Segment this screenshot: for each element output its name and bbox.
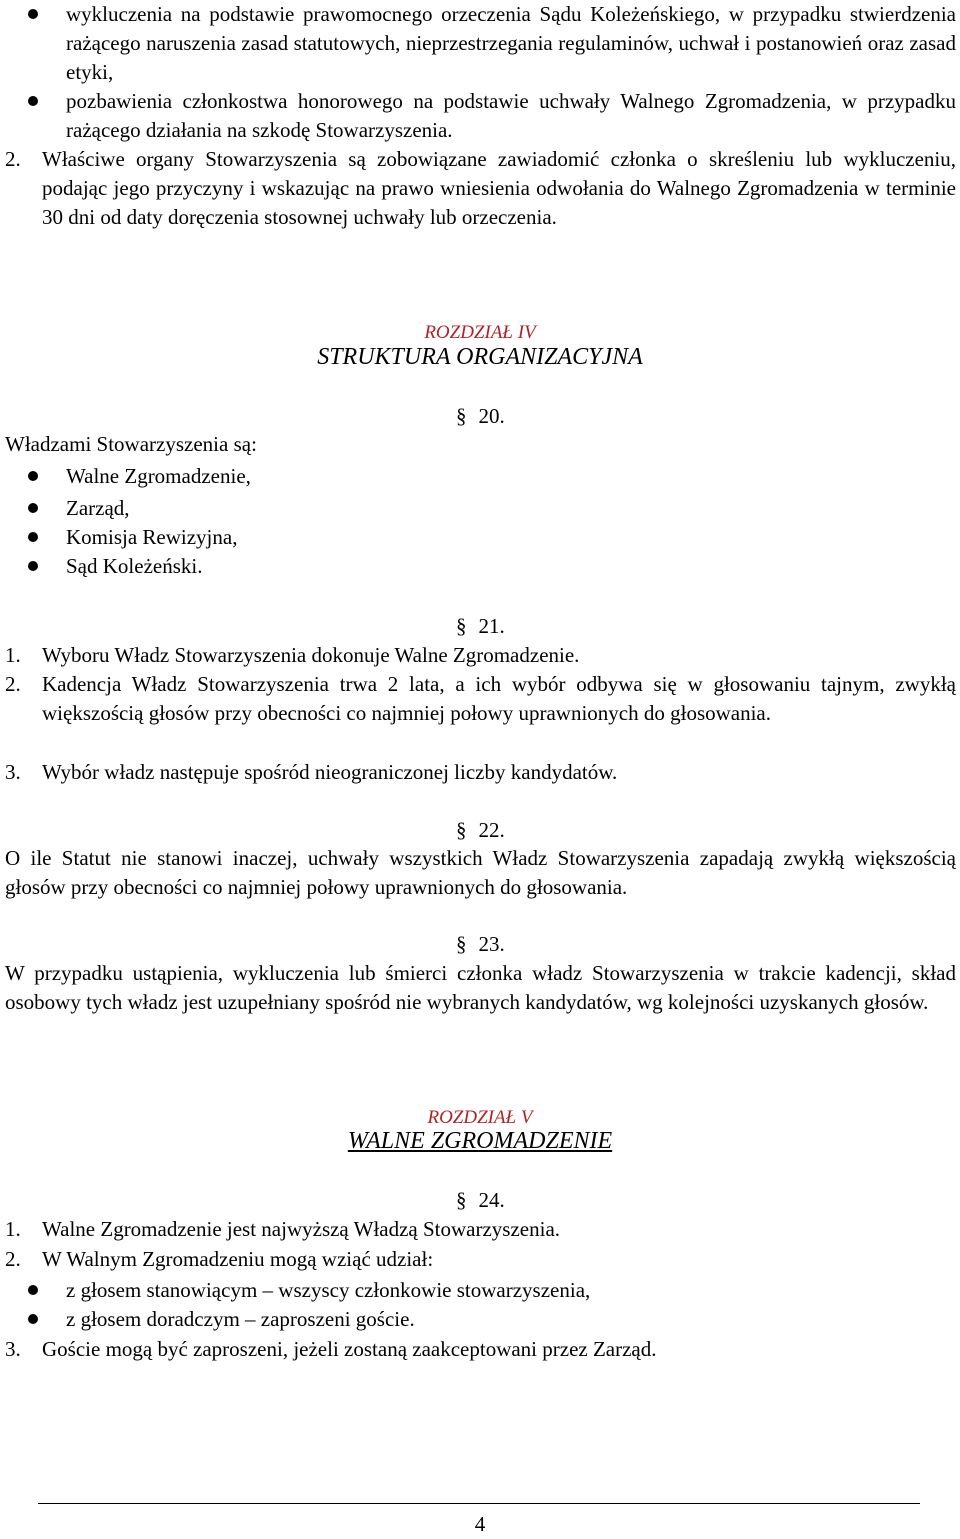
paragraph-number: 2. [5,147,21,171]
paragraph-text: Walne Zgromadzenie jest najwyższą Władzą Stowarzyszenia. [42,1217,561,1241]
section-heading [456,816,505,845]
chapter-title [0,1127,960,1156]
bullet-icon [28,1285,38,1295]
paragraph-number: 3. [5,1337,21,1361]
section-number: 21. [478,614,505,638]
paragraph-text: Wybór władz następuje spośród nieograniczonej liczby kandydatów. [42,760,618,784]
bullet-icon [28,1314,38,1324]
paragraph-text: W przypadku ustąpienia, wykluczenia lub śmierci członka władz Stowarzyszenia w trakcie kadencji, skład osobowy tych władz jest uzupełniany spośród nie wybranych kandydatów, wg kolejności uzyskanych głosów. [5,961,956,1014]
section-heading [456,930,505,959]
section-heading [456,402,505,431]
bullet-icon [28,9,38,19]
section-sign: § [456,404,467,428]
chapter-label: ROZDZIAŁ IV [424,322,536,343]
bullet-icon [28,96,38,106]
section-sign: § [456,818,467,842]
section-heading [456,1186,505,1215]
list-item-text: Sąd Koleżeński. [66,554,203,578]
section-sign: § [456,1188,467,1212]
chapter-title: STRUKTURA ORGANIZACYJNA [317,344,643,370]
section-sign: § [456,614,467,638]
list-item-text: wykluczenia na podstawie prawomocnego orzeczenia Sądu Koleżeńskiego, w przypadku stwierdzenia rażącego naruszenia zasad statutowych, nieprzestrzegania regulaminów, uchwał i postanowień oraz zasad etyki, [66,2,956,84]
chapter-title-text: WALNE ZGROMADZENIE [347,1128,613,1154]
paragraph-text: Właściwe organy Stowarzyszenia są zobowiązane zawiadomić członka o skreśleniu lub wykluczeniu, podając jego przyczyny i wskazując na prawo wniesienia odwołania do Walnego Zgromadzenia w terminie 30 dni od daty doręczenia stosownej uchwały lub orzeczenia. [42,147,956,229]
bullet-icon [28,471,38,481]
list-item-text: z głosem doradczym – zaproszeni goście. [66,1307,415,1331]
footer-divider [38,1503,920,1504]
section-heading [456,612,505,641]
paragraph-number: 1. [5,643,21,667]
section-number: 23. [478,932,505,956]
section-number: 22. [478,818,505,842]
paragraph-number: 2. [5,672,21,696]
bullet-icon [28,561,38,571]
list-item-text: z głosem stanowiącym – wszyscy członkowie stowarzyszenia, [66,1278,591,1302]
section-number: 20. [478,404,505,428]
paragraph-text: Goście mogą być zaproszeni, jeżeli zostaną zaakceptowani przez Zarząd. [42,1337,657,1361]
list-item-text: pozbawienia członkostwa honorowego na podstawie uchwały Walnego Zgromadzenia, w przypadku rażącego działania na szkodę Stowarzyszenia. [66,89,956,142]
bullet-icon [28,503,38,513]
paragraph-number: 1. [5,1217,21,1241]
paragraph-text: Kadencja Władz Stowarzyszenia trwa 2 lata, a ich wybór odbywa się w głosowaniu tajnym, zwykłą większością głosów przy obecności co najmniej połowy uprawnionych do głosowania. [42,672,956,725]
paragraph-text: O ile Statut nie stanowi inaczej, uchwały wszystkich Władz Stowarzyszenia zapadają zwykłą większością głosów przy obecności co najmniej połowy uprawnionych do głosowania. [5,846,956,899]
intro-text: Władzami Stowarzyszenia są: [5,432,257,456]
paragraph-number: 3. [5,760,21,784]
section-number: 24. [478,1188,505,1212]
chapter-label: ROZDZIAŁ V [427,1107,533,1128]
paragraph-text: Wyboru Władz Stowarzyszenia dokonuje Walne Zgromadzenie. [42,643,580,667]
list-item-text: Zarząd, [66,496,130,520]
page-number: 4 [474,1512,486,1536]
list-item-text: Walne Zgromadzenie, [66,464,251,488]
section-sign: § [456,932,467,956]
bullet-icon [28,532,38,542]
paragraph-text: W Walnym Zgromadzeniu mogą wziąć udział: [42,1247,434,1271]
paragraph-number: 2. [5,1247,21,1271]
list-item-text: Komisja Rewizyjna, [66,525,238,549]
